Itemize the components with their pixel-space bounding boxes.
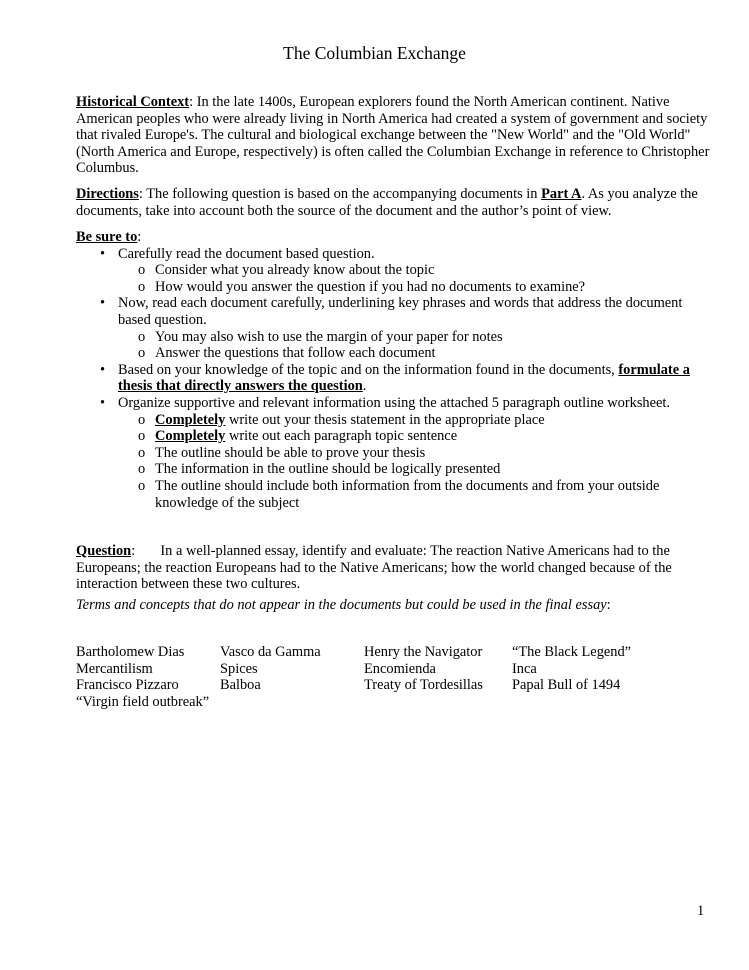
directions bbox=[76, 186, 716, 219]
bullet-icon: • bbox=[100, 361, 106, 378]
term: “Virgin field outbreak” bbox=[76, 693, 210, 710]
bullet-icon: • bbox=[100, 394, 106, 411]
term: Francisco Pizzaro bbox=[76, 677, 179, 694]
bold-word: Completely bbox=[155, 428, 226, 445]
terms-table bbox=[76, 644, 716, 710]
sub-item bbox=[76, 445, 716, 462]
term: Papal Bull of 1494 bbox=[512, 677, 621, 694]
sub-item bbox=[76, 262, 716, 279]
context-label: Historical Context bbox=[76, 94, 190, 110]
terms-column bbox=[220, 644, 364, 710]
sub-item-text: The outline should include both information from the documents and from your outside knowledge of the subject bbox=[155, 477, 660, 511]
question-text: In a well-planned essay, identify and evaluate: The reaction Native Americans had to the Europeans; the reaction Europeans had to the Native Americans; how the world changed because of the interaction between these two cultures. bbox=[76, 543, 672, 593]
term: Inca bbox=[512, 660, 537, 677]
be-sure-to bbox=[76, 229, 716, 511]
circle-bullet-icon: o bbox=[138, 345, 146, 362]
terms-column bbox=[512, 644, 631, 710]
question-label: Question bbox=[76, 543, 132, 559]
sub-item-text: You may also wish to use the margin of your paper for notes bbox=[155, 328, 503, 345]
item-text: Now, read each document carefully, underlining key phrases and words that address the document based question. bbox=[118, 295, 683, 328]
circle-bullet-icon: o bbox=[138, 278, 146, 295]
sub-item bbox=[76, 428, 716, 445]
circle-bullet-icon: o bbox=[138, 428, 146, 445]
be-sure-label: Be sure to bbox=[76, 229, 138, 245]
item-text: Based on your knowledge of the topic and on the information found in the documents, bbox=[118, 361, 619, 378]
directions-text: : The following question is based on the accompanying documents in bbox=[138, 186, 542, 202]
sub-item-text: How would you answer the question if you had no documents to examine? bbox=[155, 278, 586, 295]
bullet-icon: • bbox=[100, 245, 106, 262]
term: Treaty of Tordesillas bbox=[364, 677, 483, 694]
question-colon: : bbox=[131, 543, 161, 559]
item-text: Carefully read the document based question. bbox=[118, 245, 375, 262]
list-item bbox=[76, 395, 716, 511]
sub-item-text: Consider what you already know about the topic bbox=[155, 262, 435, 279]
bullet-icon: • bbox=[100, 295, 106, 312]
part-a: Part A bbox=[541, 186, 582, 202]
item-tail: . bbox=[362, 378, 367, 395]
sub-item-text: The information in the outline should be logically presented bbox=[155, 461, 501, 478]
circle-bullet-icon: o bbox=[138, 444, 146, 461]
term: Mercantilism bbox=[76, 660, 153, 677]
terms-intro bbox=[76, 597, 716, 614]
sub-item bbox=[76, 412, 716, 429]
term: Spices bbox=[220, 660, 258, 677]
list-item bbox=[76, 246, 716, 296]
circle-bullet-icon: o bbox=[138, 411, 146, 428]
item-text: Organize supportive and relevant information using the attached 5 paragraph outline worksheet. bbox=[118, 394, 670, 411]
circle-bullet-icon: o bbox=[138, 328, 146, 345]
historical-context bbox=[76, 94, 716, 177]
list-item bbox=[76, 295, 716, 361]
context-text: : In the late 1400s, European explorers found the North American continent. Native American peoples who were already living in North America had created a system of government and society that rivaled Europe's. The cultural and biological exchange between the "New World" and the "Old World" (North America and Europe, respectively) is often called the Columbian Exchange in reference to Christopher Columbus. bbox=[76, 94, 710, 177]
sub-item bbox=[76, 329, 716, 346]
checklist bbox=[76, 246, 716, 512]
term: Bartholomew Dias bbox=[76, 644, 185, 660]
directions-text-2: . As you analyze the documents, take into account both the source of the document and the author’s point of view. bbox=[76, 186, 698, 219]
sub-item-text: The outline should be able to prove your thesis bbox=[155, 444, 426, 461]
sub-item bbox=[76, 478, 716, 511]
sub-item-text: write out your thesis statement in the appropriate place bbox=[225, 411, 545, 428]
sub-item bbox=[76, 279, 716, 296]
sub-item bbox=[76, 461, 716, 478]
page-title: The Columbian Exchange bbox=[283, 43, 466, 63]
emphasis-text: formulate a thesis that directly answers the question bbox=[118, 361, 690, 395]
list-item bbox=[76, 362, 716, 395]
terms-column bbox=[76, 644, 220, 710]
term: “The Black Legend” bbox=[512, 644, 632, 660]
circle-bullet-icon: o bbox=[138, 461, 146, 478]
sub-item bbox=[76, 345, 716, 362]
term: Balboa bbox=[220, 677, 261, 694]
term: Encomienda bbox=[364, 660, 436, 677]
bold-word: Completely bbox=[155, 411, 226, 428]
page-number: 1 bbox=[697, 903, 705, 919]
term: Henry the Navigator bbox=[364, 644, 483, 660]
terms-column bbox=[364, 644, 512, 710]
directions-label: Directions bbox=[76, 186, 139, 202]
colon: : bbox=[137, 229, 142, 245]
circle-bullet-icon: o bbox=[138, 262, 146, 279]
terms-intro-text: Terms and concepts that do not appear in the documents but could be used in the final essay bbox=[76, 597, 607, 613]
term: Vasco da Gamma bbox=[220, 644, 321, 660]
sub-item-text: Answer the questions that follow each document bbox=[155, 345, 436, 362]
circle-bullet-icon: o bbox=[138, 477, 146, 494]
terms-colon: : bbox=[606, 597, 611, 613]
sub-item-text: write out each paragraph topic sentence bbox=[225, 428, 458, 445]
question bbox=[76, 543, 716, 593]
